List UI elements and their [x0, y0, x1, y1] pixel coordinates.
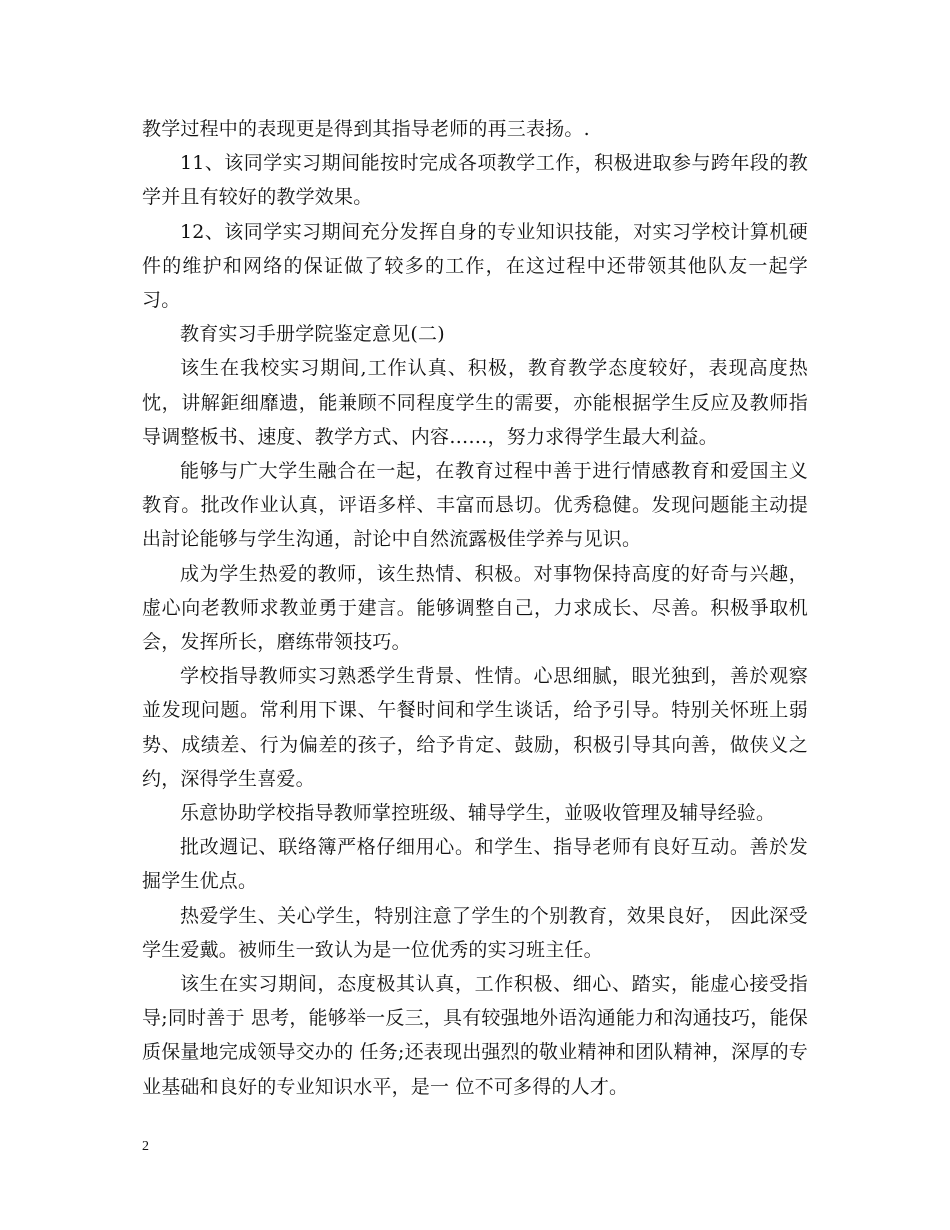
paragraph-appraisal-1: 该生在我校实习期间,工作认真、积极，教育教学态度较好，表现高度热忱，讲解鉅细靡遗，能兼顾不同程度学生的需要，亦能根据学生反应及教师指导调整板书、速度、教学方式、内容……，努力求得学生最大利益。: [142, 357, 808, 448]
paragraph-appraisal-2: 能够与广大学生融合在一起，在教育过程中善于进行情感教育和爱国主义教育。批改作业认真，评语多样、丰富而恳切。优秀稳健。发现问题能主动提出討论能够与学生沟通，討论中自然流露极佳学养与见识。: [142, 460, 808, 551]
page-number: 2: [142, 1139, 149, 1154]
paragraph-appraisal-8: 该生在实习期间，态度极其认真，工作积极、细心、踏实，能虚心接受指导;同时善于 思考，能够举一反三，具有较强地外语沟通能力和沟通技巧，能保质保量地完成领导交办的 任务;还表现出强烈的敬业精神和团队精神，深厚的专业基础和良好的专业知识水平，是一 位不可多得的人才。: [142, 973, 808, 1098]
paragraph-appraisal-3: 成为学生热爱的教师，该生热情、积极。对事物保持高度的好奇与兴趣，虚心向老教师求教並勇于建言。能够调整自己，力求成长、尽善。积极爭取机会，发挥所长，磨练带领技巧。: [142, 562, 808, 654]
document-body: [142, 112, 808, 1104]
paragraph-appraisal-7: 热爱学生、关心学生，特别注意了学生的个别教育，效果良好， 因此深受学生爱戴。被师生一致认为是一位优秀的实习班主任。: [142, 904, 808, 961]
paragraph-item-11: 11、该同学实习期间能按时完成各项教学工作，积极进取参与跨年段的教学并且有较好的教学效果。: [142, 152, 808, 209]
paragraph-appraisal-4: 学校指导教师实习熟悉学生背景、性情。心思细腻，眼光独到，善於观察並发现问题。常利用下课、午餐时间和学生谈话，给予引导。特别关怀班上弱势、成绩差、行为偏差的孩子，给予肯定、鼓励，积极引导其向善，做侠义之约，深得学生喜爱。: [142, 665, 808, 790]
paragraph-item-12: 12、该同学实习期间充分发挥自身的专业知识技能，对实习学校计算机硬件的维护和网络的保证做了较多的工作，在这过程中还带领其他队友一起学习。: [142, 220, 808, 312]
paragraph-appraisal-6: 批改週记、联络簿严格仔细用心。和学生、指导老师有良好互动。善於发掘学生优点。: [142, 836, 808, 893]
paragraph-continuation: 教学过程中的表现更是得到其指导老师的再三表扬。.: [142, 118, 590, 140]
section-heading: 教育实习手册学院鉴定意见(二): [180, 323, 445, 346]
paragraph-appraisal-5: 乐意协助学校指导教师掌控班级、辅导学生，並吸收管理及辅导经验。: [180, 802, 776, 825]
